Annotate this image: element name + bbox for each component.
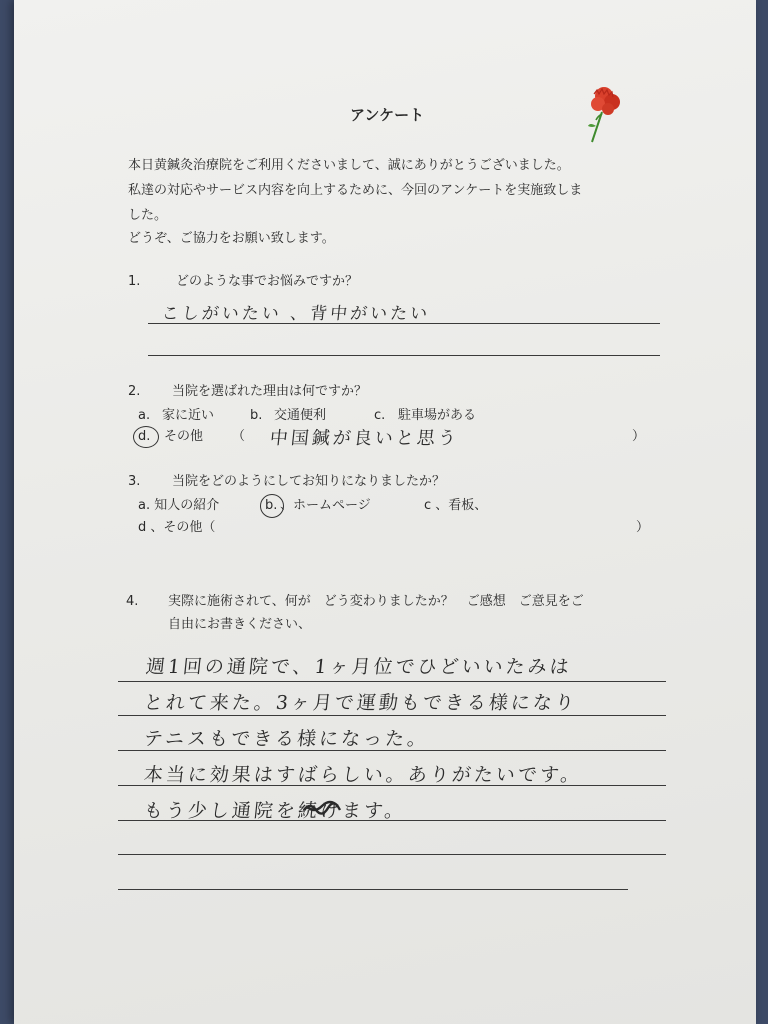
q4-rule-2 xyxy=(118,715,666,716)
q2-option-a-text: 家に近い xyxy=(162,408,215,423)
q2-option-c-text: 駐車場がある xyxy=(398,408,477,423)
q3-question: 当院をどのようにしてお知りになりましたか？ xyxy=(172,474,446,489)
q1-number: 1. xyxy=(128,274,141,289)
q2-option-a-label: a. xyxy=(138,408,151,423)
q1-answer-line-1 xyxy=(148,323,660,324)
q3-option-d: d 、その他（ xyxy=(138,520,216,535)
q2-other-answer: 中国鍼が良いと思う xyxy=(268,428,460,449)
q3-option-b-text: 、ホームページ xyxy=(280,498,371,513)
q2-question: 当院を選ばれた理由は何ですか？ xyxy=(172,384,368,399)
q4-number: 4. xyxy=(126,594,139,609)
intro-line-1: 本日黄鍼灸治療院をご利用くださいまして、誠にありがとうございました。 xyxy=(128,158,570,173)
q3-option-a: a. 知人の紹介 xyxy=(138,498,220,513)
q4-answer-line-5: もう少し通院を続けます。 xyxy=(142,800,408,822)
q3-option-c: c 、看板、 xyxy=(424,498,488,513)
scribble-mark xyxy=(302,798,342,818)
q4-answer-line-2: とれて来た。3ヶ月で運動もできる様になり xyxy=(142,692,579,714)
q3-option-b-label: b. xyxy=(265,498,278,513)
q1-question: どのような事でお悩みですか？ xyxy=(176,274,359,289)
intro-line-2: 私達の対応やサービス内容を向上するために、今回のアンケートを実施致しま xyxy=(128,183,583,198)
q2-paren-close: ） xyxy=(632,429,646,444)
q2-number: 2. xyxy=(128,384,141,399)
q2-option-d-label: d. xyxy=(138,429,151,444)
q4-rule-3 xyxy=(118,750,666,751)
q2-paren-open: （ xyxy=(232,429,246,444)
survey-title: アンケート xyxy=(350,106,425,124)
carnation-icon xyxy=(578,82,628,146)
q4-question-line-1: 実際に施術されて、何が どう変わりましたか？ ご感想 ご意見をご xyxy=(168,594,584,609)
q3-number: 3. xyxy=(128,474,141,489)
q1-answer-line-2 xyxy=(148,355,660,356)
q2-option-b-label: b. xyxy=(250,408,263,423)
q4-rule-1 xyxy=(118,681,666,682)
q4-answer-line-4: 本当に効果はすばらしい。ありがたいです。 xyxy=(142,764,584,786)
q2-option-b-text: 交通便利 xyxy=(274,408,327,423)
q2-option-c-label: c. xyxy=(374,408,386,423)
q4-answer-line-3: テニスもできる様になった。 xyxy=(142,728,431,750)
q4-rule-7 xyxy=(118,889,628,890)
q4-rule-6 xyxy=(118,854,666,855)
q1-answer: こしがいたい 、背中がいたい xyxy=(160,304,432,324)
q4-rule-5 xyxy=(118,820,666,821)
q4-rule-4 xyxy=(118,785,666,786)
intro-line-3: した。 xyxy=(128,208,168,223)
q4-answer-line-1: 週1回の通院で、1ヶ月位でひどいいたみは xyxy=(144,656,573,678)
q2-option-d-text: その他 xyxy=(164,429,204,444)
intro-line-4: どうぞ、ご協力をお願い致します。 xyxy=(128,231,335,246)
q4-question-line-2: 自由にお書きください、 xyxy=(168,617,312,632)
q3-paren-close: ） xyxy=(636,520,650,535)
survey-sheet xyxy=(14,0,756,1024)
